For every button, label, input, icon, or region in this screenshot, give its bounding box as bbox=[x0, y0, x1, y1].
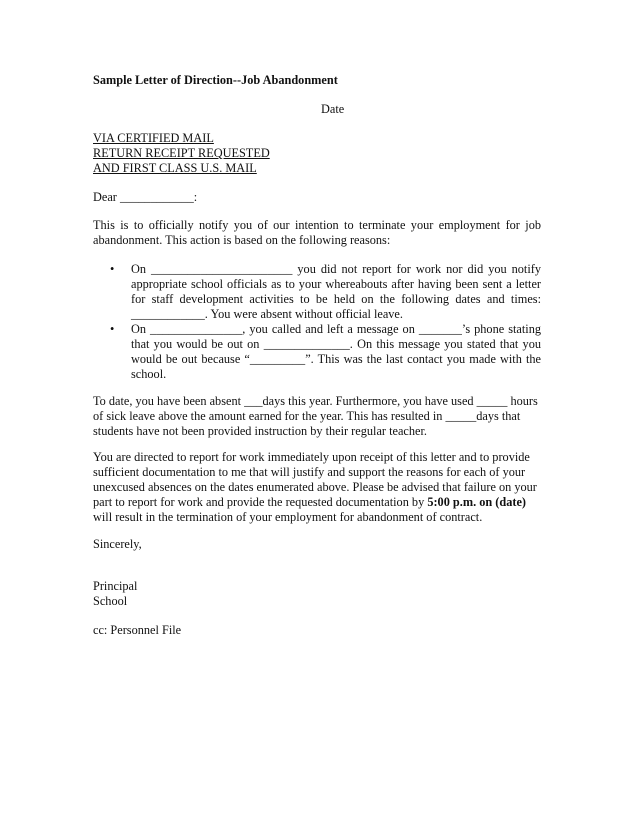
salutation: Dear ____________: bbox=[93, 190, 198, 204]
bullet-text: On _______________________ you did not report for work nor did you notify appropriate school officials as to your whereabouts after having been sent a letter for staff development activities to be held on the following dates and times: ____________. You were absent without official leave. bbox=[131, 262, 541, 321]
letter-title: Sample Letter of Direction--Job Abandonment bbox=[93, 73, 338, 87]
directive-text-end: will result in the termination of your employment for abandonment of contract. bbox=[93, 510, 483, 524]
mail-line-certified: VIA CERTIFIED MAIL bbox=[93, 131, 214, 145]
deadline-text: 5:00 p.m. on (date) bbox=[427, 495, 527, 509]
directive-paragraph bbox=[93, 450, 541, 525]
bullet-icon: • bbox=[110, 322, 115, 336]
list-item bbox=[110, 322, 541, 382]
signature-title: Principal bbox=[93, 579, 138, 593]
cc-line: cc: Personnel File bbox=[93, 623, 182, 637]
mail-line-receipt: RETURN RECEIPT REQUESTED bbox=[93, 146, 270, 160]
date-line: Date bbox=[321, 102, 345, 116]
reasons-list bbox=[110, 262, 541, 382]
list-item bbox=[110, 262, 541, 322]
bullet-text: On _______________, you called and left a message on _______’s phone stating that you would be out on ______________. On this message you stated that you would be out because “_________”. This was the last contact you made with the school. bbox=[131, 322, 541, 381]
directive-text-start: You are directed to report for work immediately upon receipt of this letter and to provide sufficient documentation to me that will justify and support the reasons for each of your unexcused absences on the dates enumerated above. Please be advised that failure on your part to report for work and provide the requested documentation by bbox=[93, 450, 537, 509]
closing: Sincerely, bbox=[93, 537, 142, 551]
signature-org: School bbox=[93, 594, 128, 608]
absence-paragraph: To date, you have been absent ___days this year. Furthermore, you have used _____ hours of sick leave above the amount earned for the year. This has resulted in _____days that students have not been provided instruction by their regular teacher. bbox=[93, 394, 538, 438]
mail-method-block bbox=[93, 131, 270, 176]
mail-line-first-class: AND FIRST CLASS U.S. MAIL bbox=[93, 161, 257, 175]
bullet-icon: • bbox=[110, 262, 115, 276]
intro-paragraph: This is to officially notify you of our intention to terminate your employment for job abandonment. This action is based on the following reasons: bbox=[93, 218, 541, 247]
